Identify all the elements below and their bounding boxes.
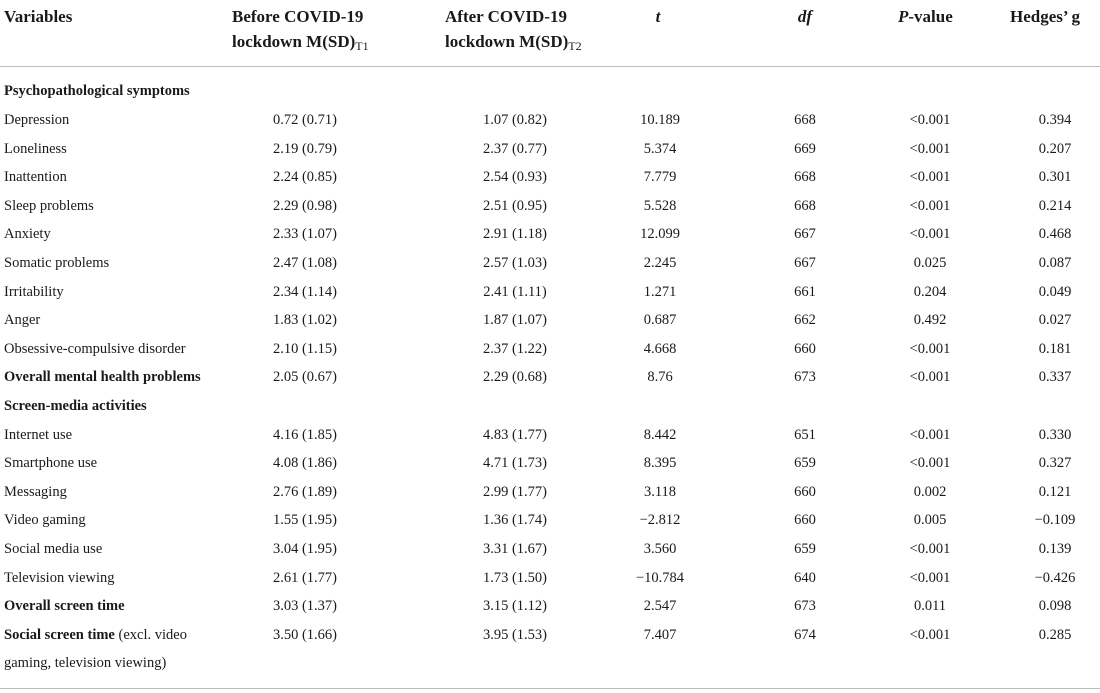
section-psychopathological xyxy=(0,77,1100,105)
cell-after: 2.91 (1.18) xyxy=(482,226,548,243)
table-row xyxy=(0,220,1100,248)
cell-g: −0.109 xyxy=(1034,512,1076,529)
cell-variable xyxy=(4,449,97,477)
cell-p: 0.025 xyxy=(913,255,947,271)
cell-after: 2.41 (1.11) xyxy=(483,283,547,300)
header-p-value xyxy=(898,4,968,29)
cell-before: 2.24 (0.85) xyxy=(272,169,338,186)
cell-before: 2.47 (1.08) xyxy=(272,255,338,271)
cell-t: 10.189 xyxy=(640,112,680,128)
cell-g: 0.049 xyxy=(1038,283,1072,300)
cell-p: 0.002 xyxy=(913,483,947,500)
cell-g: 0.121 xyxy=(1038,483,1072,500)
variable-name: Overall mental health problems xyxy=(4,369,201,386)
variable-name: Social screen time xyxy=(4,626,115,643)
header-before-line2: lockdown M(SD) xyxy=(232,32,356,51)
cell-t: 3.118 xyxy=(643,483,677,500)
cell-t: 7.407 xyxy=(643,626,677,643)
cell-t: 2.547 xyxy=(643,598,677,615)
table-row xyxy=(0,506,1100,534)
cell-df: 651 xyxy=(794,426,816,443)
cell-variable xyxy=(4,335,186,363)
cell-p: <0.001 xyxy=(909,541,951,557)
cell-g: 0.330 xyxy=(1038,426,1072,443)
cell-t: 3.560 xyxy=(643,541,677,557)
cell-g: 0.337 xyxy=(1038,369,1072,386)
table-row xyxy=(0,535,1100,563)
header-after-line1: After COVID-19 xyxy=(445,7,567,26)
cell-after: 4.83 (1.77) xyxy=(482,426,548,443)
table-row xyxy=(0,192,1100,220)
cell-before: 2.29 (0.98) xyxy=(272,197,338,214)
cell-before: 4.08 (1.86) xyxy=(272,455,338,472)
header-before xyxy=(232,4,384,59)
header-p-rest: -value xyxy=(908,7,953,26)
variable-name: Anger xyxy=(4,312,41,329)
cell-g: 0.214 xyxy=(1038,197,1072,214)
cell-df: 660 xyxy=(794,340,816,357)
cell-variable xyxy=(4,421,72,449)
header-after-sub: T2 xyxy=(568,39,582,53)
header-t: t xyxy=(655,7,661,26)
cell-after: 1.73 (1.50) xyxy=(482,569,548,586)
cell-p: <0.001 xyxy=(909,340,951,357)
cell-g: 0.181 xyxy=(1038,340,1072,357)
cell-variable xyxy=(4,564,115,592)
header-df: df xyxy=(797,7,813,26)
cell-df: 668 xyxy=(794,197,816,214)
cell-p: <0.001 xyxy=(909,626,951,643)
table-row xyxy=(0,363,1100,391)
cell-after: 1.36 (1.74) xyxy=(482,512,548,529)
cell-after: 2.57 (1.03) xyxy=(482,255,548,271)
table-row xyxy=(0,163,1100,191)
variable-name: Anxiety xyxy=(4,226,51,243)
cell-after: 2.54 (0.93) xyxy=(482,169,548,186)
table-row xyxy=(0,621,1100,649)
bottom-rule xyxy=(0,688,1100,689)
table-row xyxy=(0,421,1100,449)
cell-before: 1.83 (1.02) xyxy=(272,312,338,329)
cell-before: 2.34 (1.14) xyxy=(272,283,338,300)
cell-g: −0.426 xyxy=(1034,569,1076,586)
header-hedges-g: Hedges’ g xyxy=(1010,7,1081,26)
cell-g: 0.468 xyxy=(1038,226,1072,243)
cell-g: 0.027 xyxy=(1038,312,1072,329)
cell-variable xyxy=(4,306,40,334)
cell-after: 2.37 (1.22) xyxy=(482,340,548,357)
cell-t: 5.374 xyxy=(643,140,677,157)
cell-t: 7.779 xyxy=(643,169,677,186)
cell-after: 2.29 (0.68) xyxy=(482,369,548,386)
cell-p: <0.001 xyxy=(909,455,951,472)
cell-p: 0.204 xyxy=(913,283,947,300)
header-variables: Variables xyxy=(4,7,73,26)
table-row xyxy=(0,592,1100,620)
cell-variable xyxy=(4,478,67,506)
table-row xyxy=(0,449,1100,477)
cell-df: 674 xyxy=(794,626,816,643)
cell-after: 3.31 (1.67) xyxy=(482,541,548,557)
variable-name: Overall screen time xyxy=(4,598,125,615)
variable-note-continued: gaming, television viewing) xyxy=(4,654,167,671)
variable-name: Inattention xyxy=(4,169,67,186)
cell-t: 0.687 xyxy=(643,312,677,329)
variable-name: Irritability xyxy=(4,283,64,300)
cell-after: 2.37 (0.77) xyxy=(482,140,548,157)
variable-name: Somatic problems xyxy=(4,255,110,271)
table-row xyxy=(0,478,1100,506)
cell-df: 659 xyxy=(794,541,816,557)
header-before-sub: T1 xyxy=(355,39,369,53)
table-row xyxy=(0,335,1100,363)
cell-t: 8.395 xyxy=(643,455,677,472)
section-label: Psychopathological symptoms xyxy=(4,83,190,99)
cell-df: 660 xyxy=(794,512,816,529)
header-after-line2: lockdown M(SD) xyxy=(445,32,569,51)
cell-t: 2.245 xyxy=(643,255,677,271)
table-row xyxy=(0,306,1100,334)
table-row xyxy=(0,278,1100,306)
cell-df: 669 xyxy=(794,140,816,157)
cell-g: 0.098 xyxy=(1038,598,1072,615)
cell-g: 0.139 xyxy=(1038,541,1072,557)
variable-note: (excl. video xyxy=(118,626,187,643)
cell-p: <0.001 xyxy=(909,197,951,214)
cell-variable xyxy=(4,163,67,191)
cell-df: 662 xyxy=(794,312,816,329)
header-after xyxy=(445,4,605,59)
cell-variable xyxy=(4,363,201,391)
section-label: Screen-media activities xyxy=(4,398,147,414)
variable-name: Obsessive-compulsive disorder xyxy=(4,340,186,357)
cell-variable xyxy=(4,192,94,220)
cell-g: 0.301 xyxy=(1038,169,1072,186)
cell-df: 673 xyxy=(794,598,816,615)
variable-name: Messaging xyxy=(4,483,67,500)
cell-df: 667 xyxy=(794,255,816,271)
cell-t: 5.528 xyxy=(643,197,677,214)
cell-df: 661 xyxy=(794,283,816,300)
cell-g: 0.394 xyxy=(1038,112,1072,128)
cell-df: 668 xyxy=(794,112,816,128)
cell-variable xyxy=(4,506,86,534)
variable-name: Television viewing xyxy=(4,569,115,586)
cell-before: 2.33 (1.07) xyxy=(272,226,338,243)
cell-df: 659 xyxy=(794,455,816,472)
cell-g: 0.285 xyxy=(1038,626,1072,643)
table-row xyxy=(0,135,1100,163)
header-rule xyxy=(0,66,1100,67)
cell-before: 1.55 (1.95) xyxy=(272,512,338,529)
cell-df: 668 xyxy=(794,169,816,186)
cell-before: 2.10 (1.15) xyxy=(272,340,338,357)
cell-variable xyxy=(4,135,67,163)
cell-before: 0.72 (0.71) xyxy=(272,112,338,128)
cell-p: <0.001 xyxy=(909,226,951,243)
cell-before: 3.03 (1.37) xyxy=(272,598,338,615)
cell-df: 673 xyxy=(794,369,816,386)
cell-variable xyxy=(4,278,64,306)
variable-name: Video gaming xyxy=(4,512,86,529)
cell-after: 4.71 (1.73) xyxy=(482,455,548,472)
cell-after: 1.07 (0.82) xyxy=(482,112,548,128)
cell-p: <0.001 xyxy=(909,569,951,586)
table-row xyxy=(0,564,1100,592)
cell-after: 2.51 (0.95) xyxy=(482,197,548,214)
section-screen-media xyxy=(0,392,1100,420)
cell-before: 2.76 (1.89) xyxy=(272,483,338,500)
cell-t: 8.76 xyxy=(647,369,673,386)
cell-variable xyxy=(4,592,125,620)
cell-p: <0.001 xyxy=(909,112,951,128)
cell-t: −2.812 xyxy=(639,512,681,529)
cell-t: 4.668 xyxy=(643,340,677,357)
table-header xyxy=(0,0,1100,66)
variable-name: Loneliness xyxy=(4,140,67,157)
cell-g: 0.207 xyxy=(1038,140,1072,157)
cell-before: 4.16 (1.85) xyxy=(272,426,338,443)
cell-before: 3.04 (1.95) xyxy=(272,541,338,557)
cell-t: 8.442 xyxy=(643,426,677,443)
cell-p: <0.001 xyxy=(909,140,951,157)
cell-df: 640 xyxy=(794,569,816,586)
cell-variable xyxy=(4,621,187,649)
variable-name: Sleep problems xyxy=(4,197,94,214)
cell-df: 660 xyxy=(794,483,816,500)
cell-before: 2.19 (0.79) xyxy=(272,140,338,157)
variable-name: Internet use xyxy=(4,426,73,443)
cell-p: <0.001 xyxy=(909,369,951,386)
cell-after: 3.15 (1.12) xyxy=(482,598,548,615)
cell-before: 2.61 (1.77) xyxy=(272,569,338,586)
cell-before: 3.50 (1.66) xyxy=(272,626,338,643)
cell-before: 2.05 (0.67) xyxy=(272,369,338,386)
cell-df: 667 xyxy=(794,226,816,243)
table-row xyxy=(0,249,1100,277)
cell-variable xyxy=(4,249,109,277)
cell-p: <0.001 xyxy=(909,426,951,443)
cell-t: −10.784 xyxy=(635,569,685,586)
cell-after: 2.99 (1.77) xyxy=(482,483,548,500)
cell-t: 1.271 xyxy=(643,283,677,300)
variable-name: Smartphone use xyxy=(4,455,98,472)
table-row xyxy=(0,106,1100,134)
cell-variable xyxy=(4,535,102,563)
header-p-italic: P xyxy=(898,7,909,26)
cell-p: 0.011 xyxy=(913,598,947,615)
variable-name: Social media use xyxy=(4,541,103,557)
cell-g: 0.327 xyxy=(1038,455,1072,472)
cell-p: 0.005 xyxy=(913,512,947,529)
cell-p: 0.492 xyxy=(913,312,947,329)
cell-p: <0.001 xyxy=(909,169,951,186)
header-before-line1: Before COVID-19 xyxy=(232,7,364,26)
cell-variable xyxy=(4,220,51,248)
cell-variable xyxy=(4,106,69,134)
cell-t: 12.099 xyxy=(640,226,680,243)
cell-after: 1.87 (1.07) xyxy=(482,312,548,329)
cell-g: 0.087 xyxy=(1038,255,1072,271)
cell-after: 3.95 (1.53) xyxy=(482,626,548,643)
variable-name: Depression xyxy=(4,112,70,128)
